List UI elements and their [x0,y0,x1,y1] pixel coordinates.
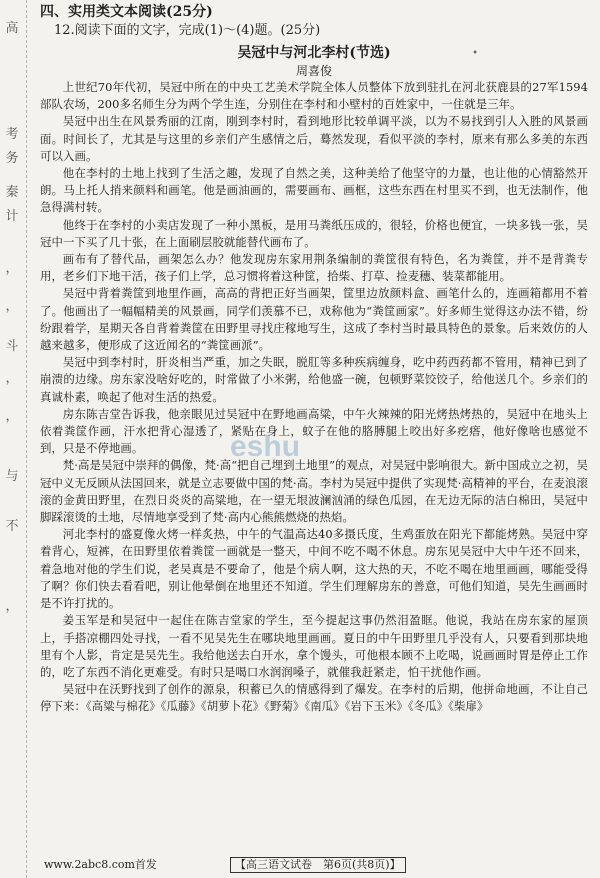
article-paragraph: 河北李村的盛夏像火烤一样炙热，中午的气温高达40多摄氏度，生鸡蛋放在阳光下都能烤熟。吴冠中穿着背心，短裤，在田野里依着粪筐一画就是一整天，中间不吃不喝不休息。房东见吴冠中大中午还不回来，着急地对他的学生们说，老吴真是不要命了，他是个病人啊，这大热的天，不吃不喝在地里画画，哪能受得了啊？你们快去看看吧，别让他晕倒在地里还不知道。学生们理解房东的善意，可他们知道，吴先生画画时是不许打扰的。 [40,527,588,611]
margin-char: 斗 [5,339,19,354]
article-title: 吴冠中与河北李村(节选) [237,45,391,61]
question-prompt: 12.阅读下面的文字，完成(1)～(4)题。(25分) [54,23,321,38]
margin-char: ， [5,371,19,386]
margin-char: ， [5,261,19,276]
footer-source: www.2abc8.com首发 [44,858,157,871]
article-paragraph: 他在李村的土地上找到了生活之趣，发现了自然之美，这种美给了他坚守的力量，也让他的心情豁然开朗。马上托人捎来颜料和画笔。他是画油画的，需要画布、画框，这些东西在村里买不到，也无法制作，他急得满村转。 [40,166,588,215]
margin-char: 秦 [5,185,19,200]
watermark-text: eshu [230,430,301,463]
section-title: 四、实用类文本阅读(25分) [40,4,213,20]
article-paragraph: 房东陈吉堂告诉我，他亲眼见过吴冠中在野地画高粱，中午火辣辣的阳光烤热烤热的，吴冠中在地头上依着粪筐作画，汗水把背心湿透了，紧贴在身上，蚊子在他的胳膊腿上咬出好多疙瘩，他好像啥也感觉不到，只是不停地画。 [40,406,588,456]
article-body [40,79,588,716]
article-paragraph: 画布有了替代品，画架怎么办？他发现房东家用荆条编制的粪筐很有特色，名为粪筐，并不是背粪专用，老乡们下地干活，孩子们上学，总习惯将着这种筐，拾柴、打草、捡麦穗、装菜都能用。 [40,252,588,284]
article-paragraph: 上世纪70年代初，吴冠中所在的中央工艺美术学院全体人员整体下放到驻扎在河北获鹿县的27军1594部队农场，200多名师生分为两个学生连，分别住在李村和小壁村的百姓家中，一住就是三年。 [40,80,588,112]
footer-page-info: 【高三语文试卷 第6页(共8页)】 [230,857,406,873]
margin-char: 计 [5,209,19,224]
margin-char: ， [5,409,19,424]
margin-char: 高 [5,21,19,36]
article-paragraph: 吴冠中在沃野找到了创作的源泉，积蓄已久的情感得到了爆发。在李村的后期，他拼命地画，不让自己停下来：《高粱与棉花》《瓜藤》《胡萝卜花》《野菊》《南瓜》《岩下玉米》《冬瓜》《柴扉》 [40,682,588,714]
article-paragraph: 吴冠中背着粪筐到地里作画，高高的背把正好当画架，筐里边放颜料盒、画笔什么的，连画箱都用不着了。他画出了一幅幅精美的风景画，同学们羡慕不已，戏称他为“粪筐画家”。好多师生觉得这办法不错，纷纷跟着学，星期天各自背着粪筐在田野里寻找庄稼地写生，这成了李村当时最具特色的景象。后来效仿的人越来越多，便形成了这近闻名的“粪筐画派”。 [40,286,588,353]
margin-char: 不 [5,519,19,534]
dot-mark: • [472,48,478,59]
article-paragraph: 吴冠中出生在风景秀丽的江南，刚到李村时，看到地形比较单调平淡，以为不易找到引人入胜的风景画面。时间长了，尤其是与这里的乡亲们产生感情之后，蓦然发现，看似平淡的李村，原来有那么多美的东西可以入画。 [40,114,588,163]
article-paragraph: 姜玉军是和吴冠中一起住在陈吉堂家的学生，至今提起这事仍然泪盈眶。他说，我站在房东家的屋顶上，手搭凉棚四处寻找，一看不见吴先生在哪块地里画画。夏日的中午田野里几乎没有人，只要看到那块地里有个人影，肯定是吴先生。我给他送去白开水，拿个馒头，可他根本顾不上吃喝，说画画时胃是停止工作的，吃了东西不消化更难受。有时只是喝口水润润嗓子，就催我赶紧走，怕干扰他作画。 [40,613,588,679]
exam-page [40,4,588,874]
margin-char: 考 [5,127,19,142]
margin-char: ， [5,299,19,314]
margin-char: ， [5,599,19,614]
article-author: 周喜俊 [295,64,332,78]
margin-char: 与 [5,469,19,484]
article-paragraph: 梵·高是吴冠中崇拜的偶像，梵·高“把自己埋到土地里”的观点，对吴冠中影响很大。新中国成立之初，吴冠中义无反顾从法国回来，就是立志要做中国的梵·高。李村为吴冠中提供了实现梵·高精神的平台，在麦浪滚滚的金黄田野里，在烈日炎炎的高粱地，在一望无垠波澜汹涌的绿色瓜园，在无边无际的洁白棉田，吴冠中脚踩滚烫的土地，尽情地享受到了梵·高内心熊熊燃烧的热焰。 [40,458,588,525]
article-paragraph: 他终于在李村的小卖店发现了一种小黑板，是用马粪纸压成的，很轻，价格也便宜，一块多钱一张，吴冠中一下买了几十张，在上面刷层胶就能替代画布了。 [40,217,588,249]
article-paragraph: 吴冠中到李村时，肝炎相当严重，加之失眠，脱肛等多种疾病缠身，吃中药西药都不管用，精神已到了崩溃的边缘。房东家没啥好吃的，时常做了小米粥，给他盛一碗，包顿野菜饺饺子，给他送几个。乡亲们的真诚朴素，唤起了他对生活的热爱。 [40,355,588,404]
page-footer [40,856,588,874]
margin-char: 务 [5,151,19,166]
